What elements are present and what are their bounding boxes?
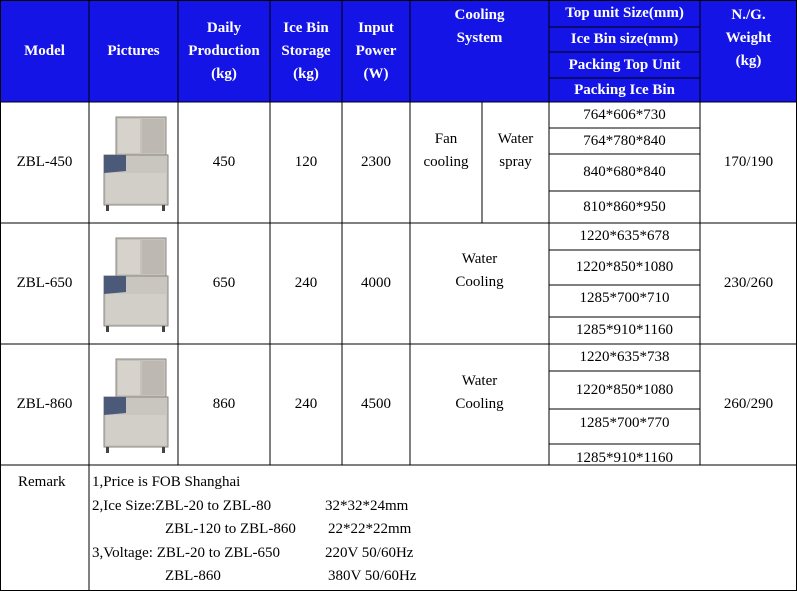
header-packing-ice-bin: [549, 78, 700, 102]
header-size-top-unit-label: Top unit Size(mm): [565, 5, 684, 21]
row1-size-3: [549, 154, 700, 191]
row2-weight-text: 230/260: [723, 275, 774, 291]
row3-weight-text: 260/290: [723, 396, 774, 412]
header-daily-line1: Daily: [206, 19, 242, 36]
header-cooling-line1: Cooling: [454, 7, 505, 23]
header-power-line2: Power: [355, 42, 397, 59]
header-pictures-label: Pictures: [107, 42, 160, 59]
header-cooling-system: [410, 0, 549, 102]
header-weight-line1: N./G.: [731, 7, 766, 23]
ice-machine-image: [98, 234, 170, 334]
row3-size-2: [549, 371, 700, 409]
header-packing-top-unit-label: Packing Top Unit: [568, 56, 681, 73]
row1-weight-text: 170/190: [723, 154, 774, 170]
row2-model: [0, 223, 89, 344]
remark-line-3: ZBL-120 to ZBL-860: [165, 521, 296, 537]
row3-picture: [89, 344, 178, 465]
row2-picture: [89, 223, 178, 344]
row2-model-text: ZBL-650: [16, 275, 73, 291]
row2-cooling-line2: Cooling: [455, 274, 504, 290]
row3-model: [0, 344, 89, 465]
ice-machine-image: [98, 113, 170, 213]
row2-size-1-text: 1220*635*678: [579, 228, 670, 244]
row2-size-2: [549, 250, 700, 285]
row3-storage: [270, 344, 342, 465]
row3-size-3-text: 1285*700*770: [579, 414, 670, 431]
remark-line-5: ZBL-860: [165, 568, 221, 584]
row1-cooling-water-line2: spray: [499, 154, 532, 170]
header-weight-line3: (kg): [735, 53, 762, 69]
row2-storage: [270, 223, 342, 344]
row3-size-4: [549, 444, 700, 472]
header-size-ice-bin: [549, 27, 700, 52]
row1-cooling-fan-line2: cooling: [423, 154, 469, 170]
row1-model: [0, 102, 89, 223]
header-ice-bin-storage: [270, 0, 342, 102]
row1-size-2-text: 764*780*840: [583, 132, 666, 149]
row3-size-2-text: 1220*850*1080: [575, 381, 674, 398]
header-daily-line2: Production: [188, 42, 260, 59]
header-model-label: Model: [24, 42, 65, 59]
header-packing-top-unit: [549, 52, 700, 78]
row3-power: [342, 344, 410, 465]
header-size-top-unit: [549, 0, 700, 27]
row1-daily-text: 450: [212, 154, 236, 170]
row3-size-1: [549, 344, 700, 371]
row1-size-1: [549, 102, 700, 128]
row2-storage-text: 240: [294, 275, 318, 291]
row3-model-text: ZBL-860: [16, 396, 73, 412]
row2-power: [342, 223, 410, 344]
ice-machine-image: [98, 355, 170, 455]
header-size-ice-bin-label: Ice Bin size(mm): [570, 31, 679, 47]
header-storage-line1: Ice Bin: [283, 19, 329, 36]
header-weight-line2: Weight: [725, 30, 772, 46]
row1-size-2: [549, 128, 700, 154]
row1-cooling-water: [482, 126, 549, 176]
row2-power-text: 4000: [361, 275, 391, 291]
row2-size-4-text: 1285*910*1160: [576, 322, 673, 338]
row1-weight: [700, 102, 797, 223]
remark-line-4-voltage: 220V 50/60Hz: [325, 545, 414, 561]
row1-picture: [89, 102, 178, 223]
header-weight: [700, 0, 797, 102]
row1-size-4: [549, 191, 700, 223]
row3-cooling-line2: Cooling: [455, 396, 504, 412]
row2-size-3: [549, 285, 700, 311]
row1-size-4-text: 810*860*950: [583, 198, 666, 215]
row2-daily: [178, 223, 270, 344]
remark-line-2-size: 32*32*24mm: [325, 498, 409, 514]
row1-power: [342, 102, 410, 223]
row2-size-2-text: 1220*850*1080: [575, 259, 674, 275]
row3-power-text: 4500: [361, 396, 391, 412]
row3-size-4-text: 1285*910*1160: [576, 449, 673, 466]
row1-daily: [178, 102, 270, 223]
header-daily-line3: (kg): [211, 65, 237, 82]
remark-line-2: 2,Ice Size:ZBL-20 to ZBL-80: [92, 498, 272, 514]
row2-size-1: [549, 223, 700, 250]
row1-storage-text: 120: [294, 154, 318, 170]
header-power-line1: Input: [358, 19, 394, 36]
header-power-line3: (W): [363, 65, 389, 82]
remark-label: Remark: [18, 474, 66, 490]
row1-power-text: 2300: [361, 154, 391, 170]
row1-cooling-fan: [410, 126, 482, 176]
header-pictures: [89, 0, 178, 102]
row3-size-3: [549, 409, 700, 437]
row2-cooling: [410, 223, 549, 319]
row3-daily-text: 860: [212, 396, 236, 412]
row1-storage: [270, 102, 342, 223]
row1-cooling-water-line1: Water: [497, 131, 534, 147]
row3-weight: [700, 344, 797, 465]
header-input-power: [342, 0, 410, 102]
header-model: [0, 0, 89, 102]
header-storage-line3: (kg): [293, 65, 319, 82]
row2-daily-text: 650: [212, 275, 236, 291]
row3-size-1-text: 1220*635*738: [579, 349, 670, 365]
header-cooling-line2: System: [456, 30, 503, 46]
remark-line-4: 3,Voltage: ZBL-20 to ZBL-650: [92, 545, 281, 561]
row2-size-3-text: 1285*700*710: [579, 289, 670, 306]
row3-daily: [178, 344, 270, 465]
row2-size-4: [549, 317, 700, 344]
row2-weight: [700, 223, 797, 344]
row1-size-1-text: 764*606*730: [583, 106, 666, 123]
row2-cooling-line1: Water: [461, 251, 498, 267]
remark-line-3-size: 22*22*22mm: [328, 521, 412, 537]
row3-cooling-line1: Water: [461, 373, 498, 389]
header-daily-production: [178, 0, 270, 102]
header-packing-ice-bin-label: Packing Ice Bin: [574, 81, 675, 98]
remark-line-5-voltage: 380V 50/60Hz: [328, 568, 417, 584]
header-storage-line2: Storage: [281, 42, 331, 59]
row1-cooling-fan-line1: Fan: [434, 131, 458, 147]
row1-size-3-text: 840*680*840: [583, 164, 666, 180]
remark-line-1: 1,Price is FOB Shanghai: [92, 474, 241, 490]
row3-storage-text: 240: [294, 396, 318, 412]
row3-cooling: [410, 344, 549, 442]
row1-model-text: ZBL-450: [16, 154, 73, 170]
